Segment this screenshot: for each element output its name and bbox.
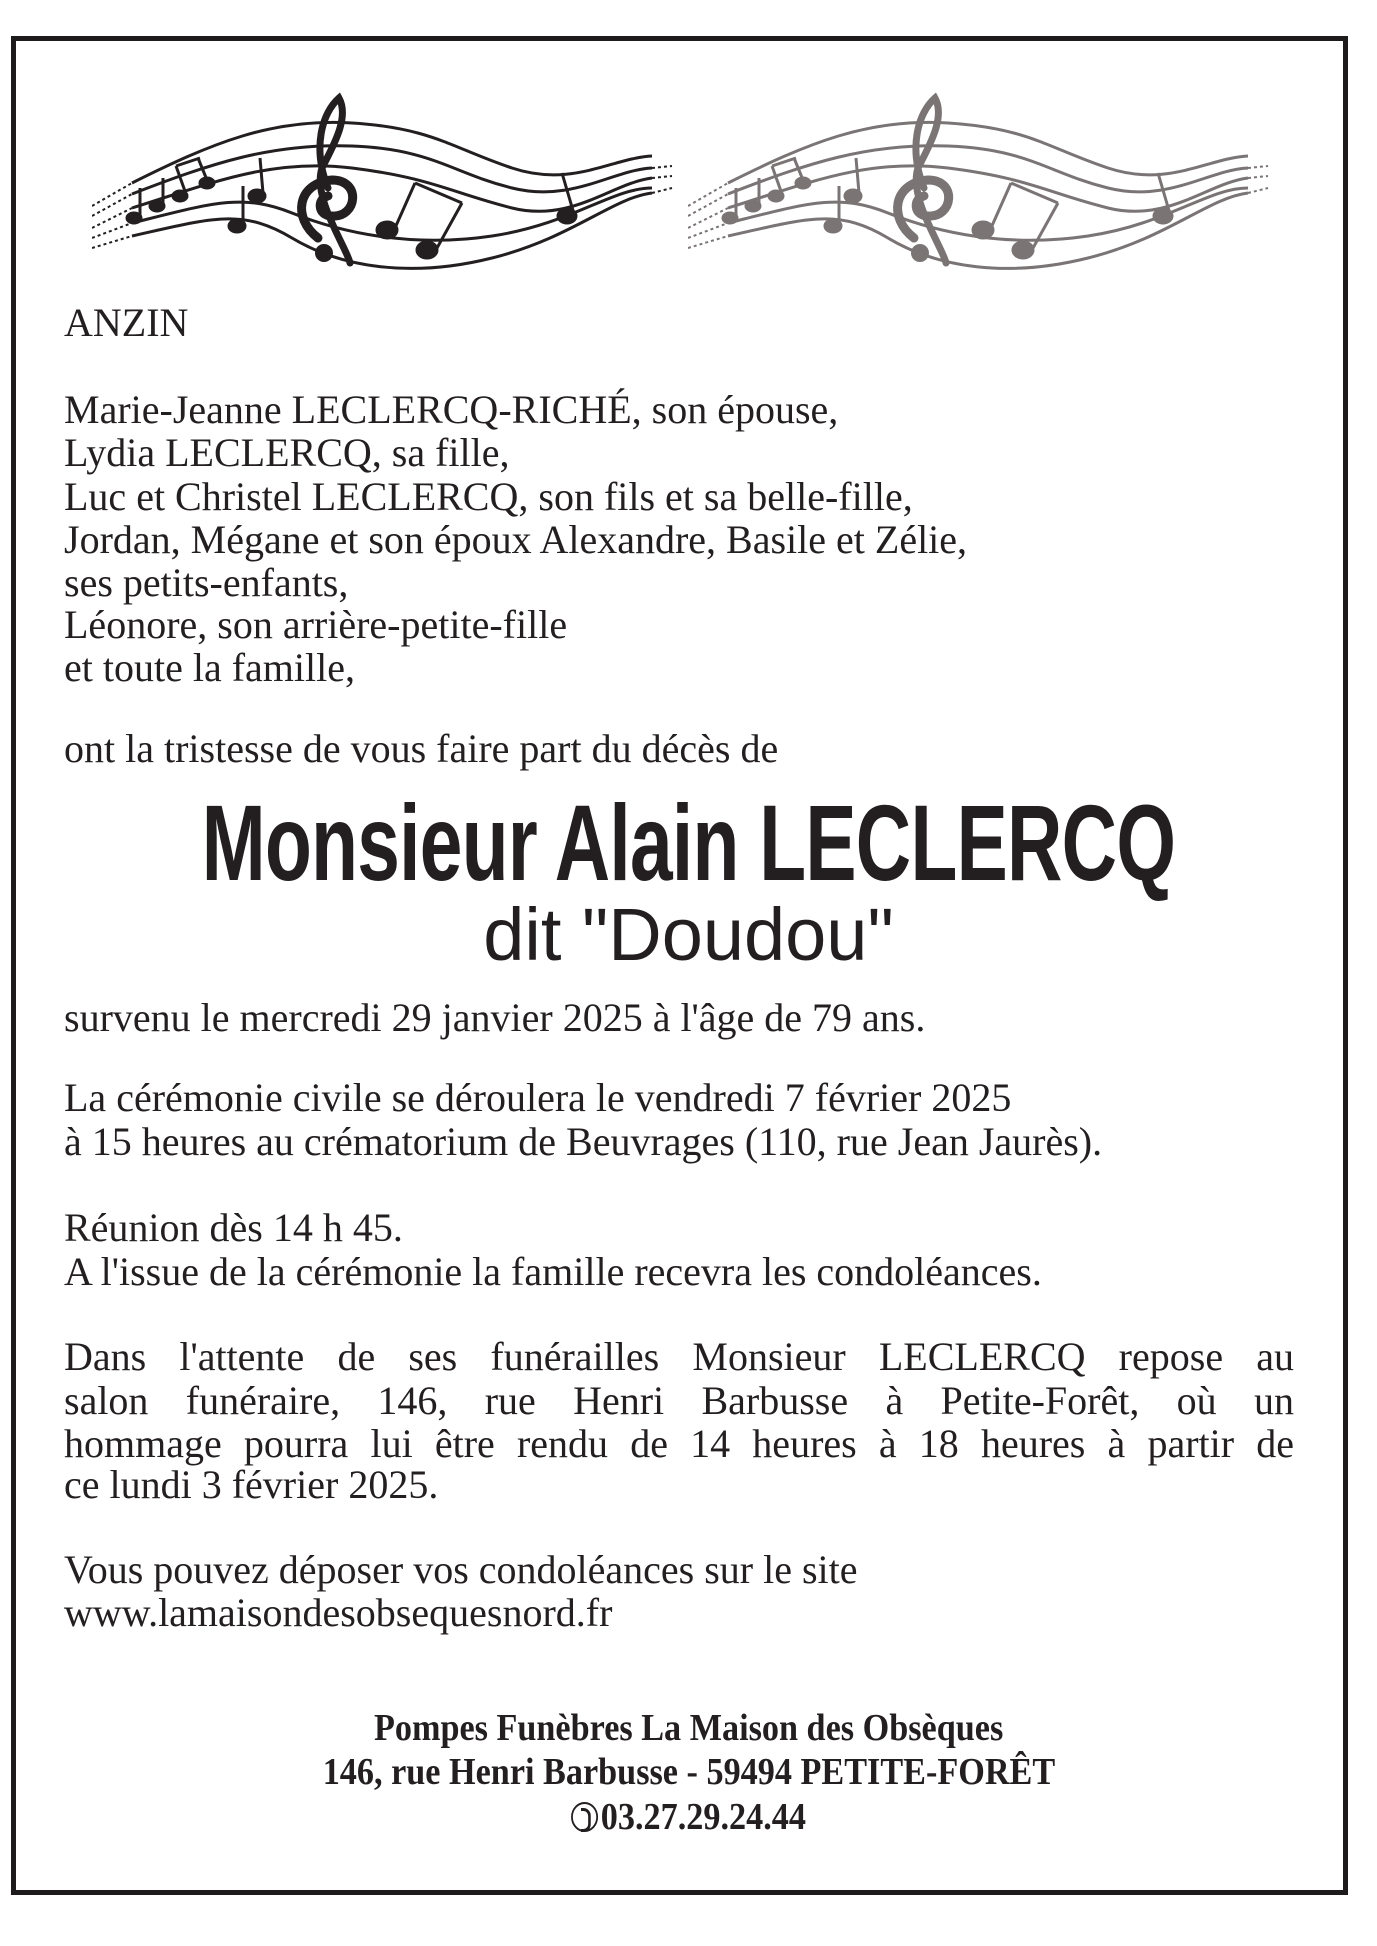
viewing-line: Dans l'attente de ses funérailles Monsieur LECLERCQ repose au	[64, 1334, 1294, 1379]
deceased-name: Monsieur Alain LECLERCQ	[201, 782, 1176, 903]
gathering-line: A l'issue de la cérémonie la famille recevra les condoléances.	[64, 1249, 1042, 1294]
funeral-home-name: Pompes Funèbres La Maison des Obsèques	[373, 1707, 1004, 1749]
phone-icon	[571, 1802, 598, 1832]
family-line: Lydia LECLERCQ, sa fille,	[64, 430, 510, 475]
nickname-row	[0, 893, 1377, 976]
music-staff-drawing	[92, 88, 674, 270]
funeral-home-phone-row	[0, 1797, 1377, 1837]
viewing-line: hommage pourra lui être rendu de 14 heures à 18 heures à partir de	[64, 1421, 1294, 1466]
deceased-name-row	[0, 782, 1377, 903]
music-staff-drawing	[688, 88, 1270, 270]
family-line: Jordan, Mégane et son époux Alexandre, Basile et Zélie,	[64, 517, 968, 562]
death-info: survenu le mercredi 29 janvier 2025 à l'âge de 79 ans.	[64, 995, 926, 1040]
music-staff-right-icon	[688, 88, 1270, 270]
family-line: et toute la famille,	[64, 645, 355, 690]
viewing-line: salon funéraire, 146, rue Henri Barbusse à Petite-Forêt, où un	[64, 1378, 1294, 1423]
condolences-website-link[interactable]: www.lamaisondesobsequesnord.fr	[64, 1590, 613, 1635]
music-staff-left-icon	[92, 88, 674, 270]
funeral-home-name-row	[0, 1708, 1377, 1748]
family-line: Léonore, son arrière-petite-fille	[64, 602, 568, 647]
family-line: Luc et Christel LECLERCQ, son fils et sa belle-fille,	[64, 474, 913, 519]
announcement: ont la tristesse de vous faire part du décès de	[64, 726, 779, 771]
ceremony-line: à 15 heures au crématorium de Beuvrages (110, rue Jean Jaurès).	[64, 1119, 1103, 1164]
family-line: Marie-Jeanne LECLERCQ-RICHÉ, son épouse,	[64, 387, 839, 432]
gathering-line: Réunion dès 14 h 45.	[64, 1205, 403, 1250]
family-line: ses petits-enfants,	[64, 560, 349, 605]
nickname: dit "Doudou"	[483, 893, 894, 976]
condolences-text: Vous pouvez déposer vos condoléances sur le site	[64, 1547, 858, 1592]
city: ANZIN	[64, 300, 189, 345]
funeral-home-address: 146, rue Henri Barbusse - 59494 PETITE-FORÊT	[322, 1751, 1055, 1793]
viewing-line: ce lundi 3 février 2025.	[64, 1462, 439, 1507]
funeral-home-address-row	[0, 1752, 1377, 1792]
ceremony-line: La cérémonie civile se déroulera le vendredi 7 février 2025	[64, 1075, 1012, 1120]
phone-number[interactable]: 03.27.29.24.44	[600, 1796, 806, 1838]
